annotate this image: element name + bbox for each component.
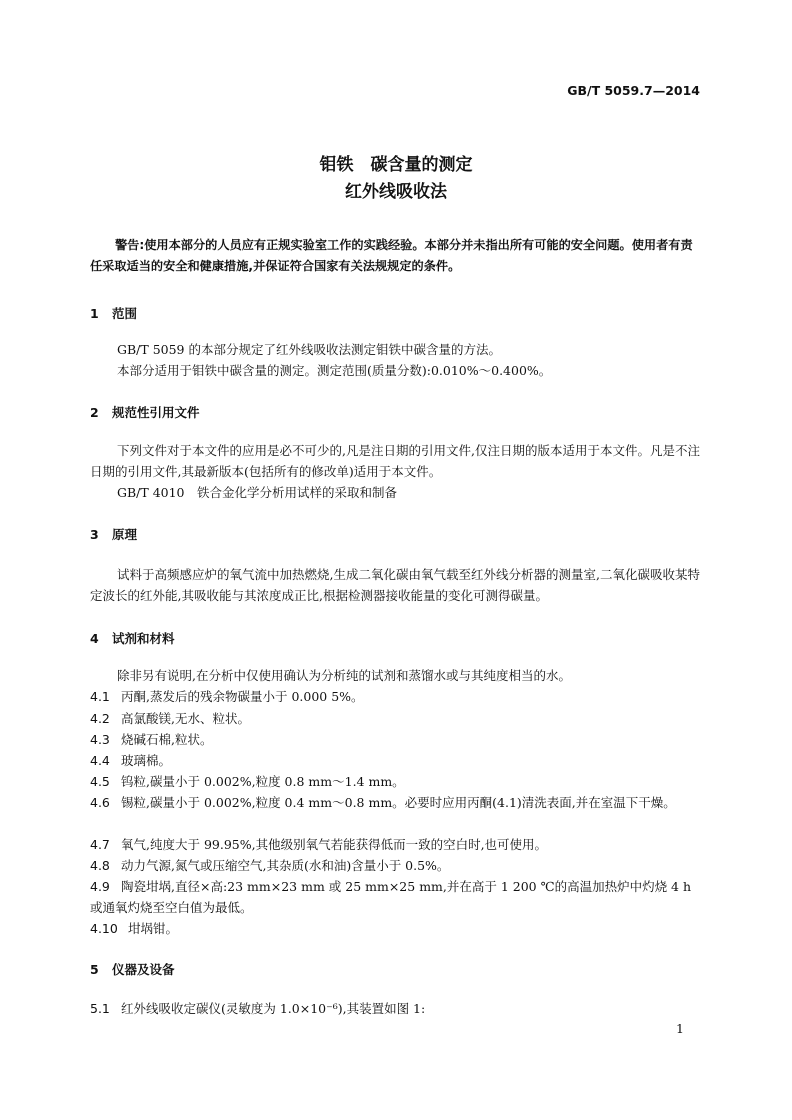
item-text: 丙酮,蒸发后的残余物碳量小于 0.000 5%。	[121, 689, 364, 704]
item-text: 高氯酸镁,无水、粒状。	[121, 711, 250, 726]
reagents-intro: 除非另有说明,在分析中仅使用确认为分析纯的试剂和蒸馏水或与其纯度相当的水。	[117, 668, 571, 683]
references-paragraph-2: GB/T 4010 铁合金化学分析用试样的采取和制备	[117, 485, 398, 500]
document-title: 钼铁 碳含量的测定	[319, 155, 473, 175]
list-item	[90, 998, 702, 1019]
page-number: 1	[676, 1021, 684, 1036]
item-number: 4.1	[90, 689, 110, 704]
section-heading-2	[90, 403, 200, 421]
standard-code: GB/T 5059.7—2014	[567, 83, 700, 98]
section-number: 1	[90, 306, 99, 321]
item-text: 陶瓷坩埚,直径×高:23 mm×23 mm 或 25 mm×25 mm,并在高于 1 200 ℃的高温加热炉中灼烧 4 h 或通氧灼烧至空白值为最低。	[90, 879, 692, 915]
item-number: 4.7	[90, 837, 110, 852]
section-title: 原理	[112, 527, 138, 542]
section-number: 4	[90, 631, 99, 646]
item-number: 4.3	[90, 732, 110, 747]
section-heading-1	[90, 304, 137, 322]
item-number: 4.8	[90, 858, 110, 873]
list-item	[90, 686, 702, 707]
item-number: 4.4	[90, 753, 110, 768]
list-item	[90, 792, 702, 813]
section-number: 5	[90, 962, 99, 977]
section-title: 范围	[112, 306, 138, 321]
section-title: 仪器及设备	[112, 962, 175, 977]
item-number: 4.2	[90, 711, 110, 726]
item-number: 4.9	[90, 879, 110, 894]
item-number: 4.5	[90, 774, 110, 789]
warning-paragraph: 警告:使用本部分的人员应有正规实验室工作的实践经验。本部分并未指出所有可能的安全问题。使用者有责任采取适当的安全和健康措施,并保证符合国家有关法规规定的条件。	[90, 238, 693, 273]
item-text: 烧碱石棉,粒状。	[121, 732, 213, 747]
item-text: 动力气源,氮气或压缩空气,其杂质(水和油)含量小于 0.5%。	[121, 858, 450, 873]
references-paragraph-1: 下列文件对于本文件的应用是必不可少的,凡是注日期的引用文件,仅注日期的版本适用于本文件。凡是不注日期的引用文件,其最新版本(包括所有的修改单)适用于本文件。	[90, 443, 700, 479]
section-number: 3	[90, 527, 99, 542]
item-number: 5.1	[90, 1001, 110, 1016]
principle-paragraph: 试料于高频感应炉的氧气流中加热燃烧,生成二氧化碳由氧气载至红外线分析器的测量室,二氧化碳吸收某特定波长的红外能,其吸收能与其浓度成正比,根据检测器接收能量的变化可测得碳量。	[90, 567, 700, 603]
list-item	[90, 855, 702, 876]
section-heading-3	[90, 525, 137, 543]
list-item	[90, 876, 702, 918]
document-subtitle: 红外线吸收法	[345, 182, 447, 202]
list-item	[90, 729, 702, 750]
item-text: 锡粒,碳量小于 0.002%,粒度 0.4 mm～0.8 mm。必要时应用丙酮(4.1)清洗表面,并在室温下干燥。	[121, 795, 676, 810]
list-item	[90, 834, 702, 855]
list-item	[90, 708, 702, 729]
section-number: 2	[90, 405, 99, 420]
item-text: 坩埚钳。	[128, 921, 179, 936]
section-title: 规范性引用文件	[112, 405, 200, 420]
item-text: 红外线吸收定碳仪(灵敏度为 1.0×10⁻⁶),其装置如图 1:	[121, 1001, 426, 1016]
item-text: 钨粒,碳量小于 0.002%,粒度 0.8 mm～1.4 mm。	[121, 774, 405, 789]
scope-paragraph-2: 本部分适用于钼铁中碳含量的测定。测定范围(质量分数):0.010%～0.400%。	[117, 363, 552, 378]
item-number: 4.10	[90, 921, 118, 936]
section-heading-4	[90, 629, 175, 647]
section-heading-5	[90, 960, 175, 978]
scope-paragraph-1: GB/T 5059 的本部分规定了红外线吸收法测定钼铁中碳含量的方法。	[117, 342, 501, 357]
item-text: 氧气,纯度大于 99.95%,其他级别氧气若能获得低而一致的空白时,也可使用。	[121, 837, 548, 852]
list-item	[90, 771, 702, 792]
item-text: 玻璃棉。	[121, 753, 172, 768]
list-item	[90, 750, 702, 771]
list-item	[90, 918, 702, 939]
item-number: 4.6	[90, 795, 110, 810]
section-title: 试剂和材料	[112, 631, 175, 646]
